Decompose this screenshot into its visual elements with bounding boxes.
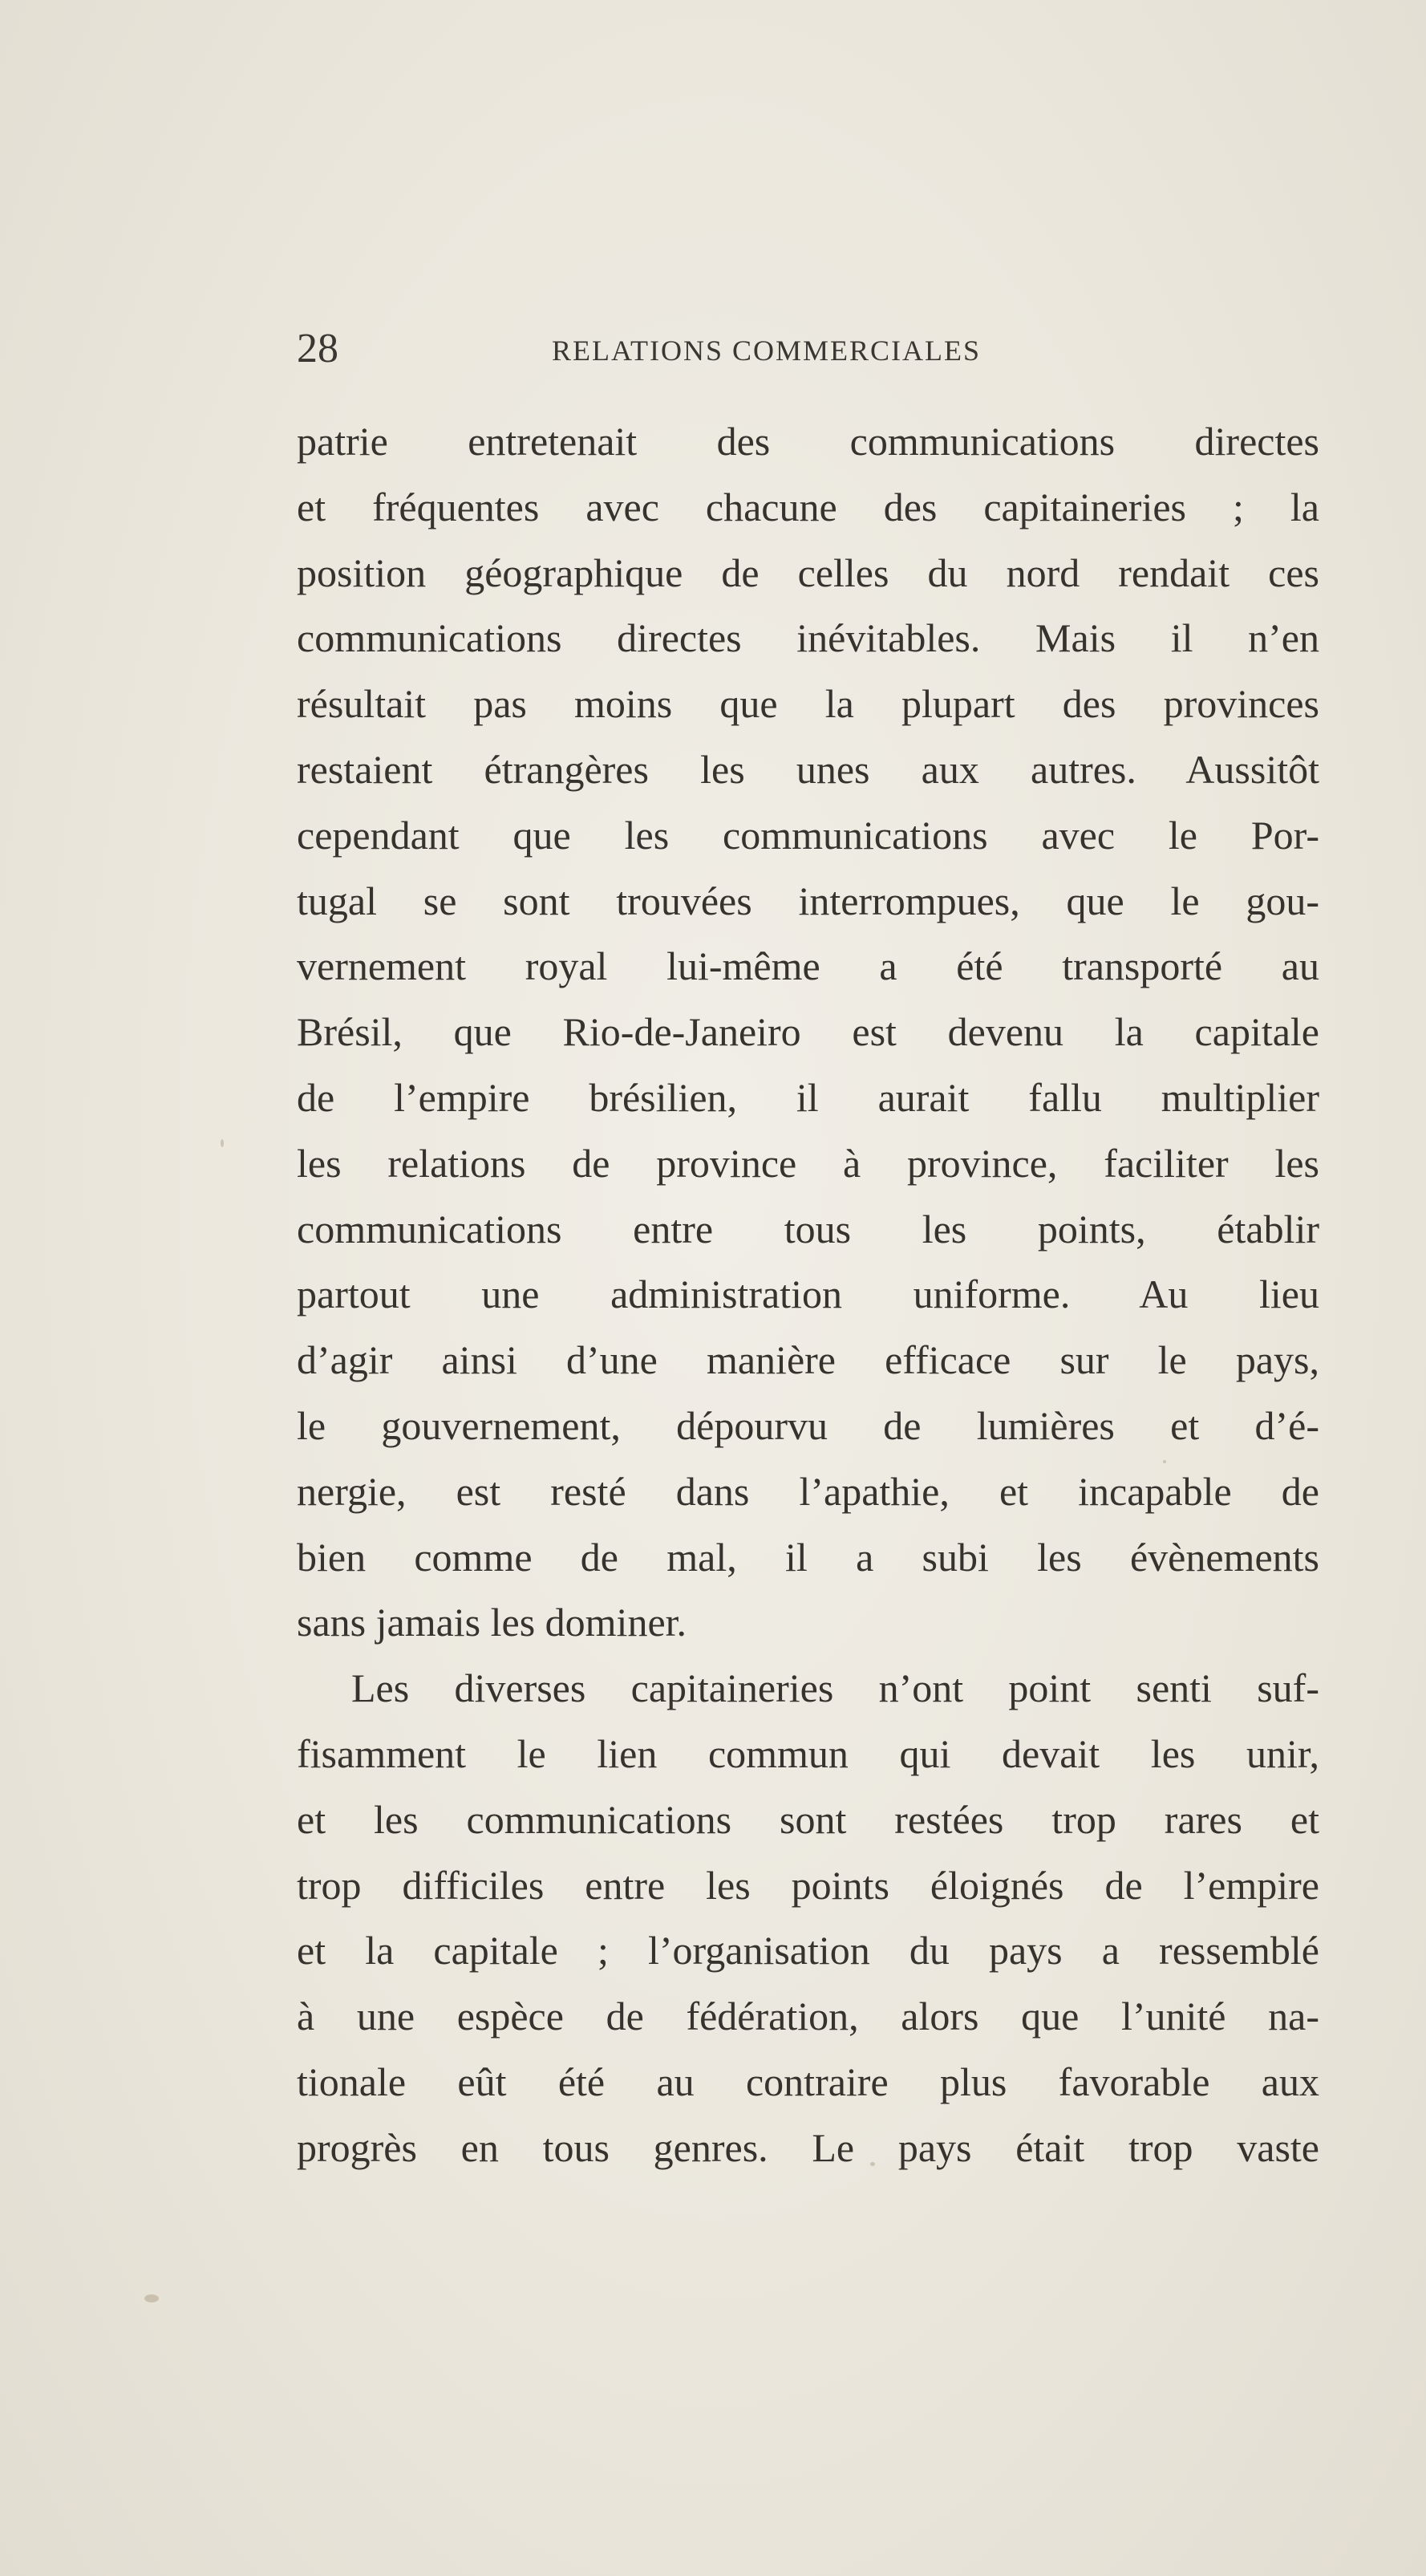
text-line: le gouvernement, dépourvu de lumières et d’é-	[297, 1402, 1319, 1448]
paper-speck	[221, 1139, 224, 1147]
paragraph	[297, 409, 1319, 1656]
text-line: fisamment le lien commun qui devait les unir,	[297, 1730, 1319, 1776]
body-text	[297, 409, 1319, 2181]
running-header	[297, 317, 1059, 381]
page-number: 28	[297, 326, 338, 371]
text-line: sans jamais les dominer.	[297, 1600, 687, 1645]
text-line: résultait pas moins que la plupart des provinces	[297, 681, 1319, 727]
text-line: Les diverses capitaineries n’ont point senti suf-	[351, 1665, 1319, 1711]
text-line: patrie entretenait des communications directes	[297, 419, 1319, 464]
paragraph	[297, 1656, 1319, 2180]
text-line: d’agir ainsi d’une manière efficace sur le pays,	[297, 1337, 1319, 1383]
text-line: et la capitale ; l’organisation du pays a ressemblé	[297, 1928, 1319, 1974]
text-line: bien comme de mal, il a subi les évènements	[297, 1534, 1319, 1580]
text-line: communications entre tous les points, établir	[297, 1206, 1319, 1251]
text-line: partout une administration uniforme. Au lieu	[297, 1272, 1319, 1317]
text-line: de l’empire brésilien, il aurait fallu multiplier	[297, 1074, 1319, 1120]
text-line: tugal se sont trouvées interrompues, que le gou-	[297, 878, 1319, 923]
text-line: Brésil, que Rio-de-Janeiro est devenu la capitale	[297, 1009, 1319, 1055]
text-line: les relations de province à province, faciliter les	[297, 1140, 1319, 1186]
text-line: progrès en tous genres. Le pays était trop vaste	[297, 2124, 1319, 2170]
paper-speck	[144, 2294, 159, 2302]
text-line: restaient étrangères les unes aux autres. Aussitôt	[297, 746, 1319, 792]
text-line: nergie, est resté dans l’apathie, et incapable de	[297, 1468, 1319, 1514]
text-line: tionale eût été au contraire plus favorable aux	[297, 2059, 1319, 2104]
text-line: et les communications sont restées trop rares et	[297, 1796, 1319, 1842]
text-line: trop difficiles entre les points éloignés de l’empire	[297, 1862, 1319, 1908]
text-line: et fréquentes avec chacune des capitaineries ; la	[297, 484, 1319, 529]
text-line: communications directes inévitables. Mais il n’en	[297, 615, 1319, 661]
text-line: position géographique de celles du nord rendait ces	[297, 550, 1319, 595]
running-title: RELATIONS COMMERCIALES	[552, 335, 982, 367]
text-line: à une espèce de fédération, alors que l’unité na-	[297, 1994, 1319, 2039]
text-line: cependant que les communications avec le Por-	[297, 812, 1319, 858]
text-line: vernement royal lui-même a été transporté au	[297, 943, 1319, 989]
